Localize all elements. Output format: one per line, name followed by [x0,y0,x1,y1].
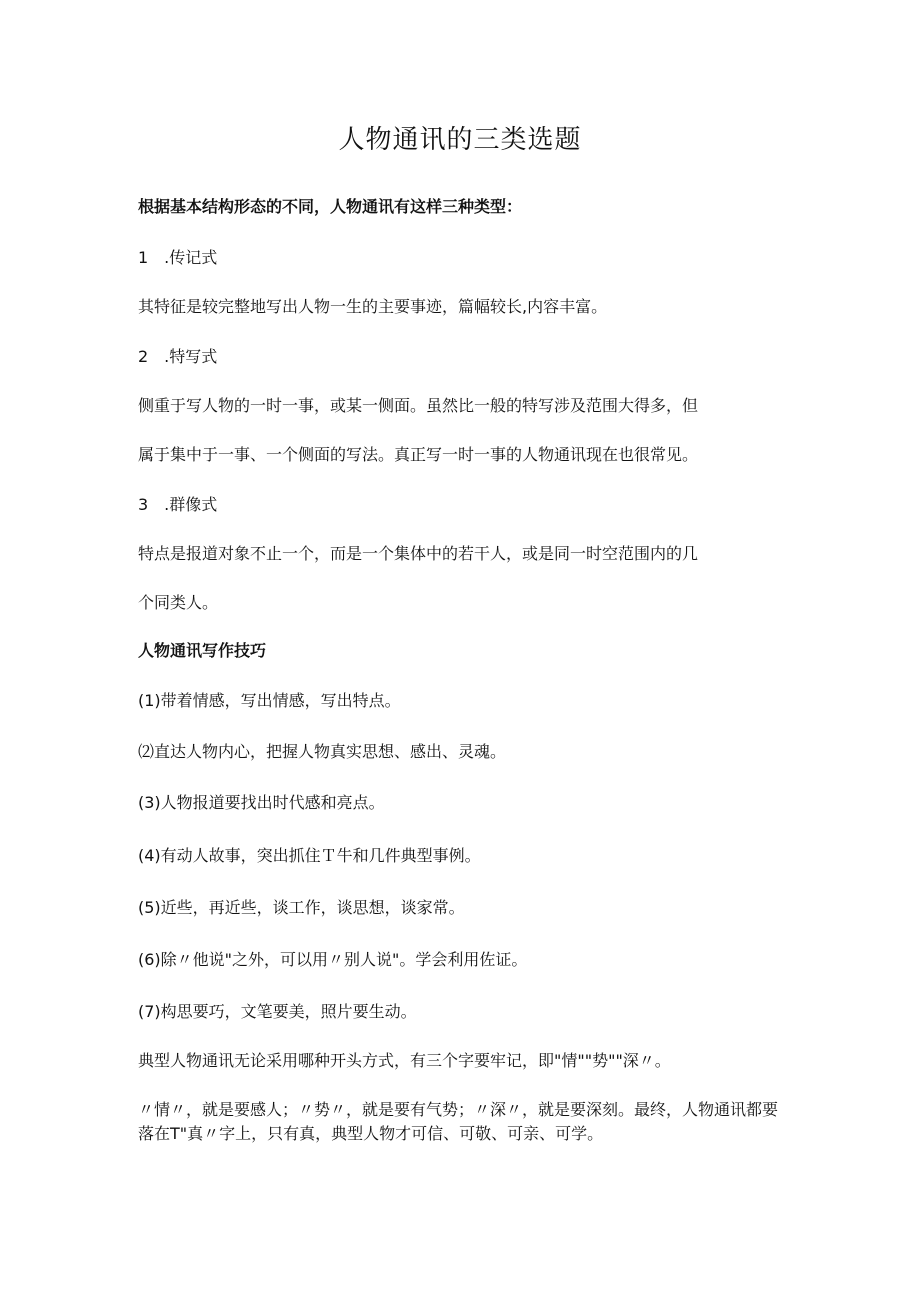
page-title: 人物通讯的三类选题 [338,125,582,155]
skill-item-7: (7)构思要巧，文笔要美，照片要生动。 [138,1002,417,1021]
type2-body-line1: 侧重于写人物的一时一事，或某一侧面。虽然比一般的特写涉及范围大得多，但 [138,396,699,415]
skill-item-3: (3)人物报道要找出时代感和亮点。 [138,793,385,812]
skill-item-5: (5)近些，再近些，谈工作，谈思想，谈家常。 [138,898,465,917]
type1-body: 其特征是较完整地写出人物一生的主要事迹，篇幅较长,内容丰富。 [138,297,608,316]
summary-paragraph-2: 〃情〃，就是要感人；〃势〃，就是要有气势；〃深〃，就是要深刻。最终，人物通讯都要落在T"真〃字上，只有真，典型人物才可信、可敬、可亲、可学。 [138,1100,779,1143]
type3-heading: 3 .群像式 [138,495,218,514]
type2-body-line2: 属于集中于一事、一个侧面的写法。真正写一时一事的人物通讯现在也很常见。 [138,445,699,464]
summary-paragraph-1: 典型人物通讯无论采用哪种开头方式，有三个字要牢记，即"情""势""深〃。 [138,1051,671,1070]
skill-item-6: (6)除〃他说"之外，可以用〃别人说"。学会利用佐证。 [138,950,528,969]
type2-heading: 2 .特写式 [138,347,218,366]
type1-heading: 1 .传记式 [138,248,218,267]
skill-item-4: (4)有动人故事，突出抓住Ｔ牛和几件典型事例。 [138,846,481,865]
type3-body-line1: 特点是报道对象不止一个，而是一个集体中的若干人，或是同一时空范围内的几 [138,544,699,563]
intro-paragraph: 根据基本结构形态的不同，人物通讯有这样三种类型： [138,197,523,216]
skills-heading: 人物通讯写作技巧 [138,641,267,660]
skill-item-1: (1)带着情感，写出情感，写出特点。 [138,691,401,710]
type3-body-line2: 个同类人。 [138,593,219,612]
skill-item-2: ⑵直达人物内心，把握人物真实思想、感出、灵魂。 [138,742,507,761]
